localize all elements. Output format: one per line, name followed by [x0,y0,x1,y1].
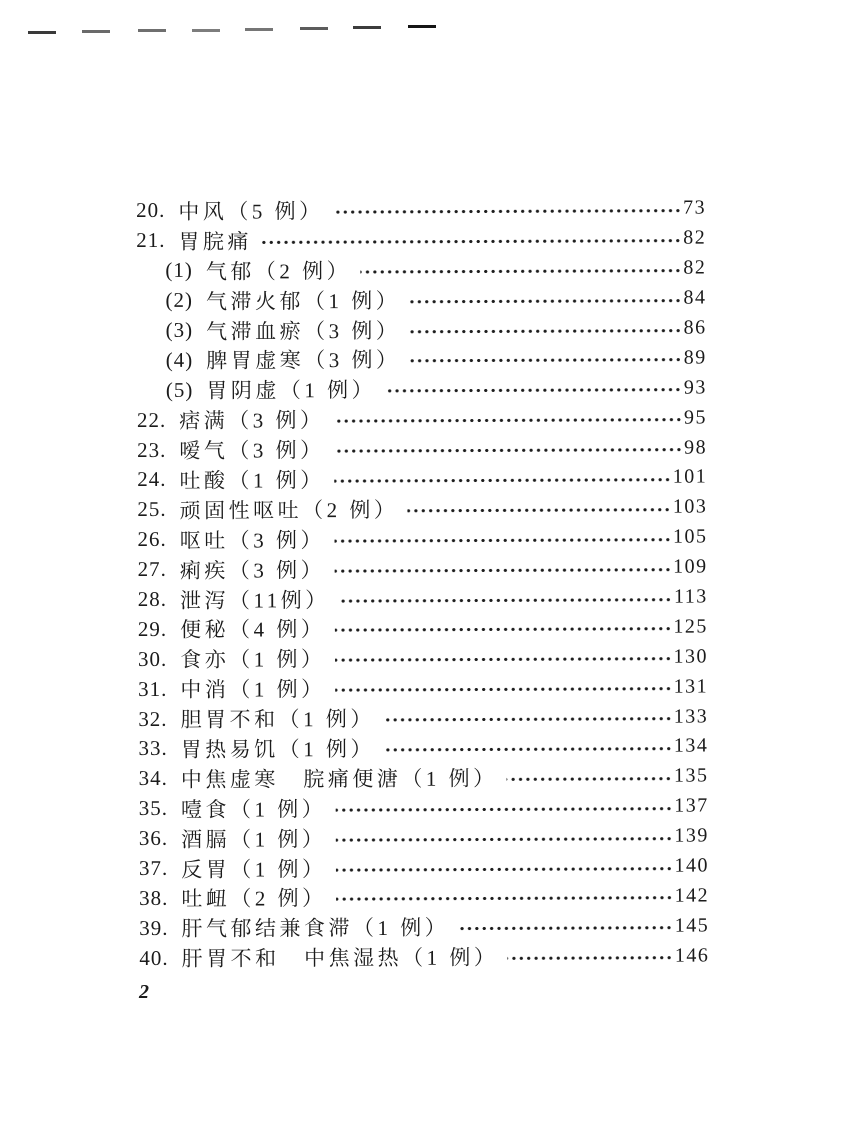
toc-entry-title: 痞满（3 例） [179,408,325,434]
toc-entry-page: 134 [673,734,709,758]
toc-entry-page: 109 [673,555,708,578]
toc-entry-title: 胆胃不和（1 例） [180,707,375,732]
toc-entry-title: 嗳气（3 例） [179,438,325,463]
toc-entry-number: 36. [138,826,169,851]
dot-leader [335,655,672,664]
toc-entry-number: 28. [137,586,168,612]
toc-entry-number: 37. [138,855,169,881]
toc-entry-page: 93 [683,376,707,399]
dot-leader [409,296,681,305]
toc-entry-title: 食亦（1 例） [180,647,326,673]
toc-entry-page: 139 [674,824,709,847]
toc-entry-title: 胃脘痛 [178,229,253,254]
toc-entry-page: 133 [673,705,709,728]
page-number: 2 [139,981,149,1003]
toc-list [136,194,709,974]
toc-entry-title: 酒膈（1 例） [181,826,327,852]
toc-entry-page: 82 [683,226,707,249]
toc-entry-title: 中消（1 例） [180,677,326,703]
toc-entry-number: 27. [137,556,167,582]
toc-entry [138,552,708,584]
toc-entry [139,911,709,943]
toc-entry-title: 胃热易饥（1 例） [180,736,375,762]
toc-entry-page: 98 [684,436,708,459]
toc-entry-page: 95 [683,406,708,429]
toc-entry [138,761,708,793]
toc-entry-title: 反胃（1 例） [181,856,327,882]
dot-leader [334,535,671,544]
toc-entry [139,881,709,913]
toc-entry-title: 气郁（2 例） [205,258,352,284]
toc-entry-page: 135 [673,764,709,788]
toc-entry-title: 中风（5 例） [178,199,324,224]
toc-entry [137,373,707,405]
toc-entry-title: 气滞火郁（1 例） [205,288,401,314]
toc-entry-page: 103 [672,495,708,519]
dot-leader [507,775,673,784]
toc-entry-page: 89 [683,346,707,369]
toc-entry [136,194,706,226]
toc-entry-page: 73 [683,196,707,220]
dot-leader [334,476,671,485]
toc-entry-number: 24. [137,467,167,492]
toc-entry-number: (2) [165,287,194,312]
toc-entry-title: 气滞血瘀（3 例） [206,318,401,344]
toc-entry [138,702,708,734]
toc-entry-title: 痢疾（3 例） [179,557,326,583]
dot-leader [334,446,683,456]
toc-entry [139,941,709,973]
dot-leader [507,954,673,963]
dot-leader [339,595,672,604]
dot-leader [335,685,672,694]
toc-entry-page: 113 [673,585,708,608]
toc-entry [136,223,706,255]
toc-entry-number: 32. [138,706,168,731]
toc-entry [138,612,708,644]
toc-entry-number: 39. [139,915,169,940]
toc-entry-title: 泄泻（11例） [179,587,330,613]
toc-entry [137,433,707,465]
scan-dash-mark [353,26,381,29]
toc-entry-title: 呕吐（3 例） [179,527,326,553]
toc-entry-page: 145 [674,914,710,937]
toc-entry [137,313,707,345]
toc-entry-title: 便秘（4 例） [180,617,326,643]
toc-entry [138,642,708,674]
toc-entry-page: 105 [672,525,708,548]
dot-leader [385,386,682,395]
scan-dash-mark [192,29,220,32]
toc-entry-number: 25. [137,497,167,522]
toc-entry-page: 86 [683,316,707,339]
toc-entry-title: 顽固性呕吐（2 例） [179,497,399,523]
toc-entry [136,283,706,315]
toc-entry-title: 肝胃不和 中焦湿热（1 例） [181,945,499,972]
toc-entry [137,463,707,495]
toc-entry-page: 146 [674,944,710,967]
scan-dash-mark [82,30,110,33]
dot-leader [409,326,681,335]
scan-dash-mark [300,27,328,30]
toc-entry [137,343,707,375]
toc-entry-title: 胃阴虚（1 例） [206,378,377,403]
dot-leader [336,894,673,903]
toc-entry-page: 84 [683,286,707,309]
toc-entry-page: 140 [674,854,709,877]
toc-entry-number: 38. [139,885,169,910]
toc-entry-number: (1) [165,257,193,283]
toc-entry-number: 26. [137,527,167,552]
dot-leader [334,565,671,574]
toc-entry-page: 101 [672,465,708,489]
toc-entry-number: (3) [165,317,194,342]
toc-entry-page: 142 [674,884,710,907]
dot-leader [333,416,682,426]
dot-leader [384,745,672,754]
toc-entry [138,582,708,614]
toc-entry [137,492,707,524]
dot-leader [335,864,672,873]
scan-dash-mark [138,29,166,32]
dot-leader [360,266,681,275]
toc-entry-page: 137 [674,794,709,817]
toc-entry-number: 33. [138,736,168,761]
toc-entry-number: 20. [136,198,166,223]
toc-entry [136,253,706,285]
toc-entry-number: 21. [136,228,166,253]
toc-entry-number: 22. [136,407,167,432]
toc-entry-number: 23. [137,437,167,462]
toc-entry-number: (4) [165,347,194,372]
dot-leader [333,207,682,217]
toc-entry [139,821,709,853]
toc-entry [139,791,709,823]
toc-entry-page: 125 [673,615,708,638]
scan-marks [0,0,866,40]
toc-entry-number: 31. [138,676,168,701]
toc-entry-number: 40. [139,945,169,970]
toc-entry [137,522,707,554]
scan-dash-mark [28,31,56,34]
toc-entry-page: 130 [673,645,709,668]
toc-entry-number: (5) [165,377,194,402]
dot-leader [335,834,672,843]
scan-dash-mark [408,25,436,28]
scan-dash-mark [245,28,273,31]
dot-leader [407,506,671,515]
toc-entry [139,851,709,883]
toc-entry [138,732,708,764]
dot-leader [384,715,672,724]
toc-entry-number: 30. [137,646,168,671]
toc-entry-page: 82 [683,256,707,279]
dot-leader [458,924,673,933]
dot-leader [261,236,681,246]
toc-entry-number: 35. [138,796,168,821]
toc-entry-title: 噎食（1 例） [180,796,327,822]
toc-entry-title: 脾胃虚寒（3 例） [206,348,401,374]
dot-leader [335,804,672,813]
toc-entry [138,672,708,704]
toc-entry-number: 34. [138,766,168,791]
toc-entry-title: 肝气郁结兼食滞（1 例） [181,915,450,942]
toc-entry-title: 吐衄（2 例） [181,886,327,912]
toc-entry-number: 29. [137,616,168,641]
toc-entry-title: 吐酸（1 例） [179,468,325,493]
toc-entry-title: 中焦虚寒 脘痛便溏（1 例） [180,766,498,792]
toc-entry [137,403,707,435]
toc-entry-page: 131 [673,675,709,698]
dot-leader [334,625,671,634]
dot-leader [409,356,681,365]
